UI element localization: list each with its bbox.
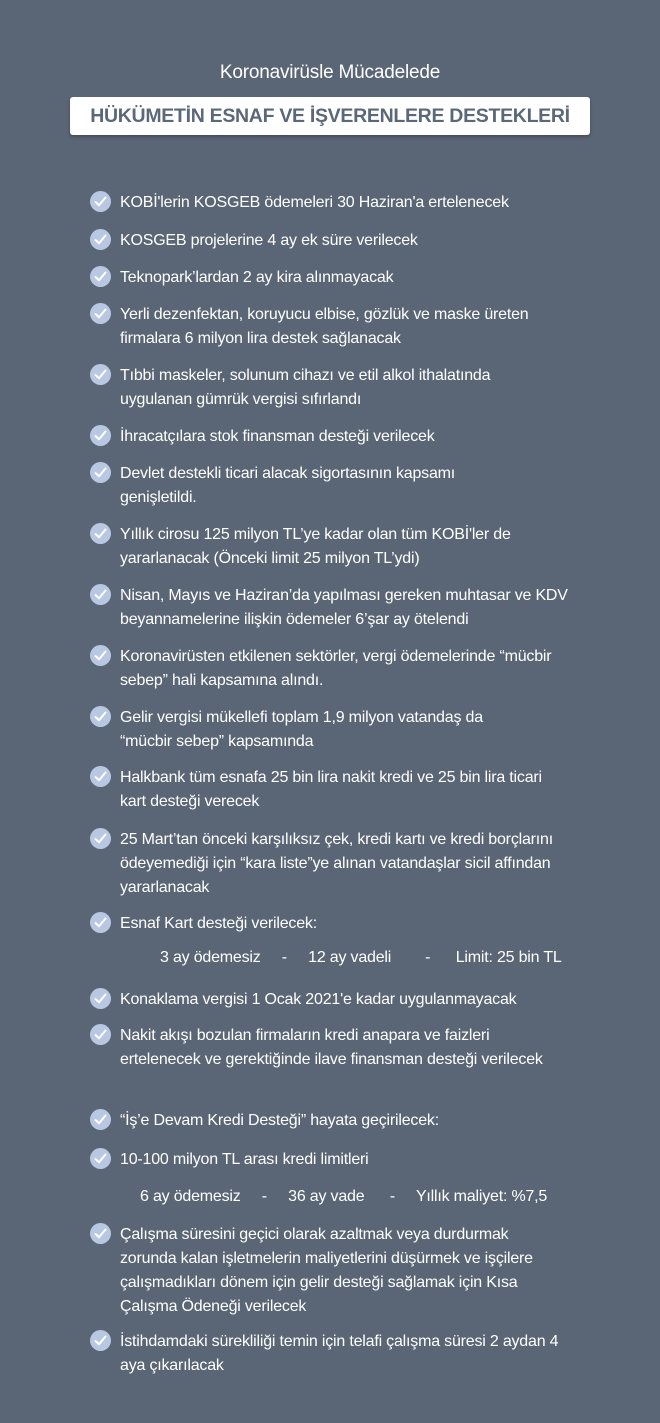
checkmark-icon: [90, 584, 111, 605]
list-item: [90, 462, 530, 510]
checkmark-icon: [90, 766, 111, 787]
checkmark-icon: [90, 523, 111, 544]
item-text: İstihdamdaki sürekliliği temin için telafi çalışma süresi 2 aydan 4 aya çıkarılacak: [120, 1333, 559, 1374]
checkmark-icon: [90, 1223, 111, 1244]
list-item: [90, 191, 610, 215]
list-item: [90, 303, 590, 351]
checkmark-icon: [90, 706, 111, 727]
checkmark-icon: [90, 1148, 111, 1169]
item-text: KOSGEB projelerine 4 ay ek süre verilecek: [120, 232, 418, 249]
item-text: Koronavirüsten etkilenen sektörler, vergi ödemelerinde “mücbir sebep” hali kapsamına alındı.: [120, 648, 552, 689]
checkmark-icon: [90, 645, 111, 666]
checkmark-icon: [90, 266, 111, 287]
item-text: Yerli dezenfektan, koruyucu elbise, gözlük ve maske üreten firmalara 6 milyon lira destek sağlanacak: [120, 306, 529, 347]
checkmark-icon: [90, 988, 111, 1009]
item-text: Yıllık cirosu 125 milyon TL’ye kadar olan tüm KOBİ'ler de yararlanacak (Önceki limit 25 milyon TL’ydi): [120, 526, 511, 567]
list-item: [90, 766, 570, 814]
list-item: [90, 1330, 560, 1378]
item-text: Esnaf Kart desteği verilecek:: [120, 915, 317, 932]
checkmark-icon: [90, 912, 111, 933]
item-text: Nakit akışı bozulan firmaların kredi anapara ve faizleri ertelenecek ve gerektiğinde ilave finansman desteği verilecek: [120, 1027, 543, 1068]
checkmark-icon: [90, 364, 111, 385]
checkmark-icon: [90, 1024, 111, 1045]
headline-banner: [70, 97, 590, 135]
item-text: Tıbbi maskeler, solunum cihazı ve etil alkol ithalatında uygulanan gümrük vergisi sıfırlandı: [120, 367, 491, 408]
checkmark-icon: [90, 303, 111, 324]
item-text: Teknopark’lardan 2 ay kira alınmayacak: [120, 269, 394, 286]
list-item: [90, 364, 560, 412]
list-item: [90, 1148, 610, 1172]
item-text: 10-100 milyon TL arası kredi limitleri: [120, 1151, 369, 1168]
item-text: Çalışma süresini geçici olarak azaltmak veya durdurmak zorunda kalan işletmelerin maliyetlerini düşürmek ve işçilere çalışmadıkları dönem için gelir desteği sağlamak için Kısa Çalışma Ödeneği verilecek: [120, 1226, 533, 1315]
checkmark-icon: [90, 1330, 111, 1351]
item-text: KOBİ'lerin KOSGEB ödemeleri 30 Haziran'a ertelenecek: [120, 194, 509, 211]
item-text: Nisan, Mayıs ve Haziran’da yapılması gereken muhtasar ve KDV beyannamelerine ilişkin ödemeler 6’şar ay ötelendi: [120, 587, 568, 628]
item-text: Halkbank tüm esnafa 25 bin lira nakit kredi ve 25 bin lira ticari kart desteği verecek: [120, 769, 542, 810]
item-text: “İş’e Devam Kredi Desteği” hayata geçirilecek:: [120, 1112, 439, 1129]
item-text: Gelir vergisi mükellefi toplam 1,9 milyon vatandaş da “mücbir sebep” kapsamında: [120, 709, 483, 750]
list-item: [90, 912, 610, 936]
item-text: Devlet destekli ticari alacak sigortasının kapsamı genişletildi.: [120, 465, 456, 506]
list-item: [90, 584, 590, 632]
list-item: [90, 1024, 550, 1072]
list-item: [90, 229, 610, 253]
checkmark-icon: [90, 1109, 111, 1130]
list-item: [90, 266, 610, 290]
list-item: [90, 988, 610, 1012]
list-item: [90, 828, 560, 900]
kredi-details: 6 ay ödemesiz - 36 ay vade - Yıllık maliyet: %7,5: [140, 1188, 548, 1205]
list-item: [90, 706, 530, 754]
checkmark-icon: [90, 191, 111, 212]
headline-text: HÜKÜMETİN ESNAF VE İŞVERENLERE DESTEKLERİ: [90, 104, 570, 127]
checkmark-icon: [90, 229, 111, 250]
list-item: [90, 523, 560, 571]
item-text: Konaklama vergisi 1 Ocak 2021'e kadar uygulanmayacak: [120, 991, 517, 1008]
checkmark-icon: [90, 828, 111, 849]
list-item: [90, 1109, 610, 1133]
esnaf-kart-details: 3 ay ödemesiz - 12 ay vadeli - Limit: 25 bin TL: [160, 949, 562, 966]
item-text: İhracatçılara stok finansman desteği verilecek: [120, 428, 435, 445]
checkmark-icon: [90, 462, 111, 483]
list-item: [90, 425, 610, 449]
item-text: 25 Mart’tan önceki karşılıksız çek, kredi kartı ve kredi borçlarını ödeyemediği için “kara liste”ye alınan vatandaşlar sicil affından yararlanacak: [120, 831, 553, 896]
list-item: [90, 645, 560, 693]
list-item: [90, 1223, 560, 1319]
page-title: Koronavirüsle Mücadelede: [219, 62, 441, 83]
checkmark-icon: [90, 425, 111, 446]
